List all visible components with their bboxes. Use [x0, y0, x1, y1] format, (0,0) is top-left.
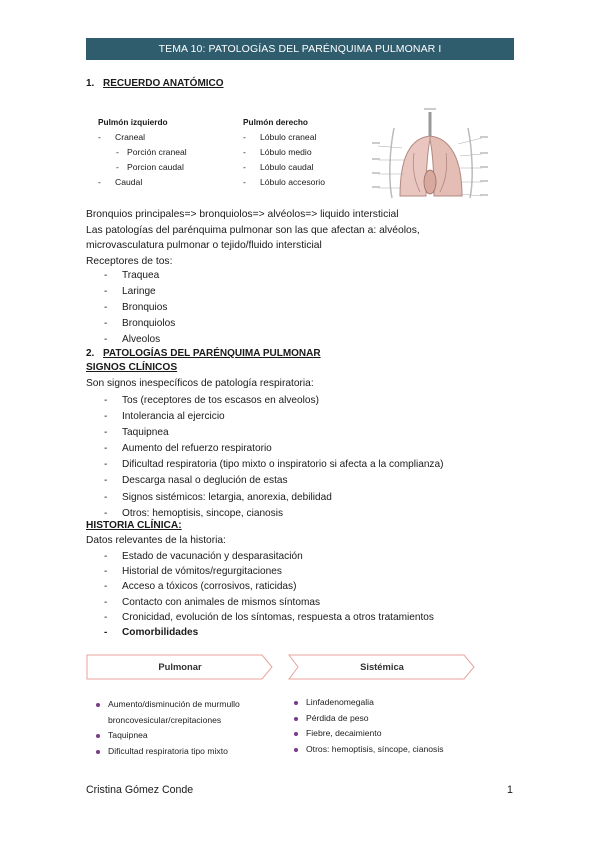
list-item: - Bronquios	[104, 302, 168, 314]
list-item: Fiebre, decaimiento	[292, 726, 444, 742]
list-item: - Comorbilidades	[104, 627, 199, 639]
list-item: - Lóbulo accesorio	[243, 177, 325, 187]
left-lung-column	[98, 115, 187, 190]
pulmonar-list	[94, 697, 240, 759]
intro-paragraph: Bronquios principales=> bronquiolos=> alvéolos=> liquido intersticial Las patologías del parénquima pulmonar son las que afectan a: alvéolos, microvasculatura pulmonar o tejido/fluido intersticial Receptores de tos:	[86, 209, 420, 267]
sistemica-list	[292, 695, 444, 757]
section-1-heading: 1. RECUERDO ANATÓMICO	[86, 78, 224, 89]
bullet-icon	[294, 732, 298, 736]
left-lung-title: Pulmón izquierdo	[98, 117, 168, 127]
list-item: - Historial de vómitos/regurgitaciones	[104, 566, 282, 578]
list-item: - Otros: hemoptisis, sincope, cianosis	[104, 507, 284, 519]
sistemica-label: Sistémica	[360, 661, 404, 672]
right-lung-title: Pulmón derecho	[243, 117, 309, 127]
list-item: - Signos sistémicos: letargia, anorexia, debilidad	[104, 491, 332, 503]
list-item: - Dificultad respiratoria (tipo mixto o inspiratorio si afecta a la complianza)	[104, 459, 444, 471]
pulmonar-arrow-box	[86, 654, 274, 680]
signos-list	[104, 393, 443, 522]
list-item: Pérdida de peso	[292, 711, 444, 727]
historia-intro: Datos relevantes de la historia:	[86, 535, 226, 546]
list-item: - Contacto con animales de mismos síntomas	[104, 596, 321, 608]
historia-heading: HISTORIA CLÍNICA:	[86, 520, 182, 531]
signos-heading: SIGNOS CLÍNICOS	[86, 362, 178, 373]
list-item: - Craneal	[98, 132, 146, 142]
bullet-icon	[294, 717, 298, 721]
list-item: - Porción craneal	[116, 147, 187, 157]
list-item: - Aumento del refuerzo respiratorio	[104, 443, 272, 455]
footer-author: Cristina Gómez Conde	[86, 784, 194, 796]
list-item: - Lóbulo craneal	[243, 132, 317, 142]
list-item: - Caudal	[98, 177, 143, 187]
list-item: - Estado de vacunación y desparasitación	[104, 551, 303, 562]
list-item: Otros: hemoptisis, síncope, cianosis	[292, 742, 444, 758]
list-item: Taquipnea	[94, 728, 240, 744]
bullet-icon	[96, 703, 100, 707]
list-item: - Lóbulo medio	[243, 147, 312, 157]
list-item-continuation: broncovesicular/crepitaciones	[108, 714, 222, 725]
list-item: - Acceso a tóxicos (corrosivos, raticidas)	[104, 581, 297, 593]
list-item: - Bronquiolos	[104, 318, 176, 330]
receptores-list	[104, 268, 175, 348]
lung-anatomy-figure	[370, 108, 490, 200]
page-header: TEMA 10: PATOLOGÍAS DEL PARÉNQUIMA PULMONAR I	[86, 38, 514, 60]
list-item: - Porcion caudal	[116, 162, 184, 172]
list-item: Dificultad respiratoria tipo mixto	[94, 744, 240, 760]
list-item: - Cronicidad, evolución de los síntomas, respuesta a otros tratamientos	[104, 611, 434, 623]
signos-intro: Son signos inespecíficos de patología respiratoria:	[86, 378, 314, 389]
list-item: - Alveolos	[104, 334, 161, 346]
bullet-icon	[96, 734, 100, 738]
list-item: - Tos (receptores de tos escasos en alveolos)	[104, 395, 319, 406]
sistemica-arrow-box	[288, 654, 476, 680]
section-2-heading: 2. PATOLOGÍAS DEL PARÉNQUIMA PULMONAR	[86, 348, 321, 359]
historia-list	[104, 549, 434, 640]
list-item: - Descarga nasal o deglución de estas	[104, 475, 288, 487]
list-item: - Lóbulo caudal	[243, 162, 314, 172]
bullet-icon	[96, 750, 100, 754]
pulmonar-label: Pulmonar	[158, 661, 202, 672]
list-item: - Laringe	[104, 286, 156, 298]
bullet-icon	[294, 701, 298, 705]
list-item: Aumento/disminución de murmullo	[94, 697, 240, 713]
list-item: - Taquipnea	[104, 427, 169, 439]
right-lung-column	[243, 115, 325, 190]
list-item: - Traquea	[104, 270, 160, 281]
page-number: 1	[507, 784, 513, 796]
bullet-icon	[294, 748, 298, 752]
list-item: - Intolerancia al ejercicio	[104, 411, 225, 423]
list-item: Linfadenomegalia	[292, 695, 444, 711]
